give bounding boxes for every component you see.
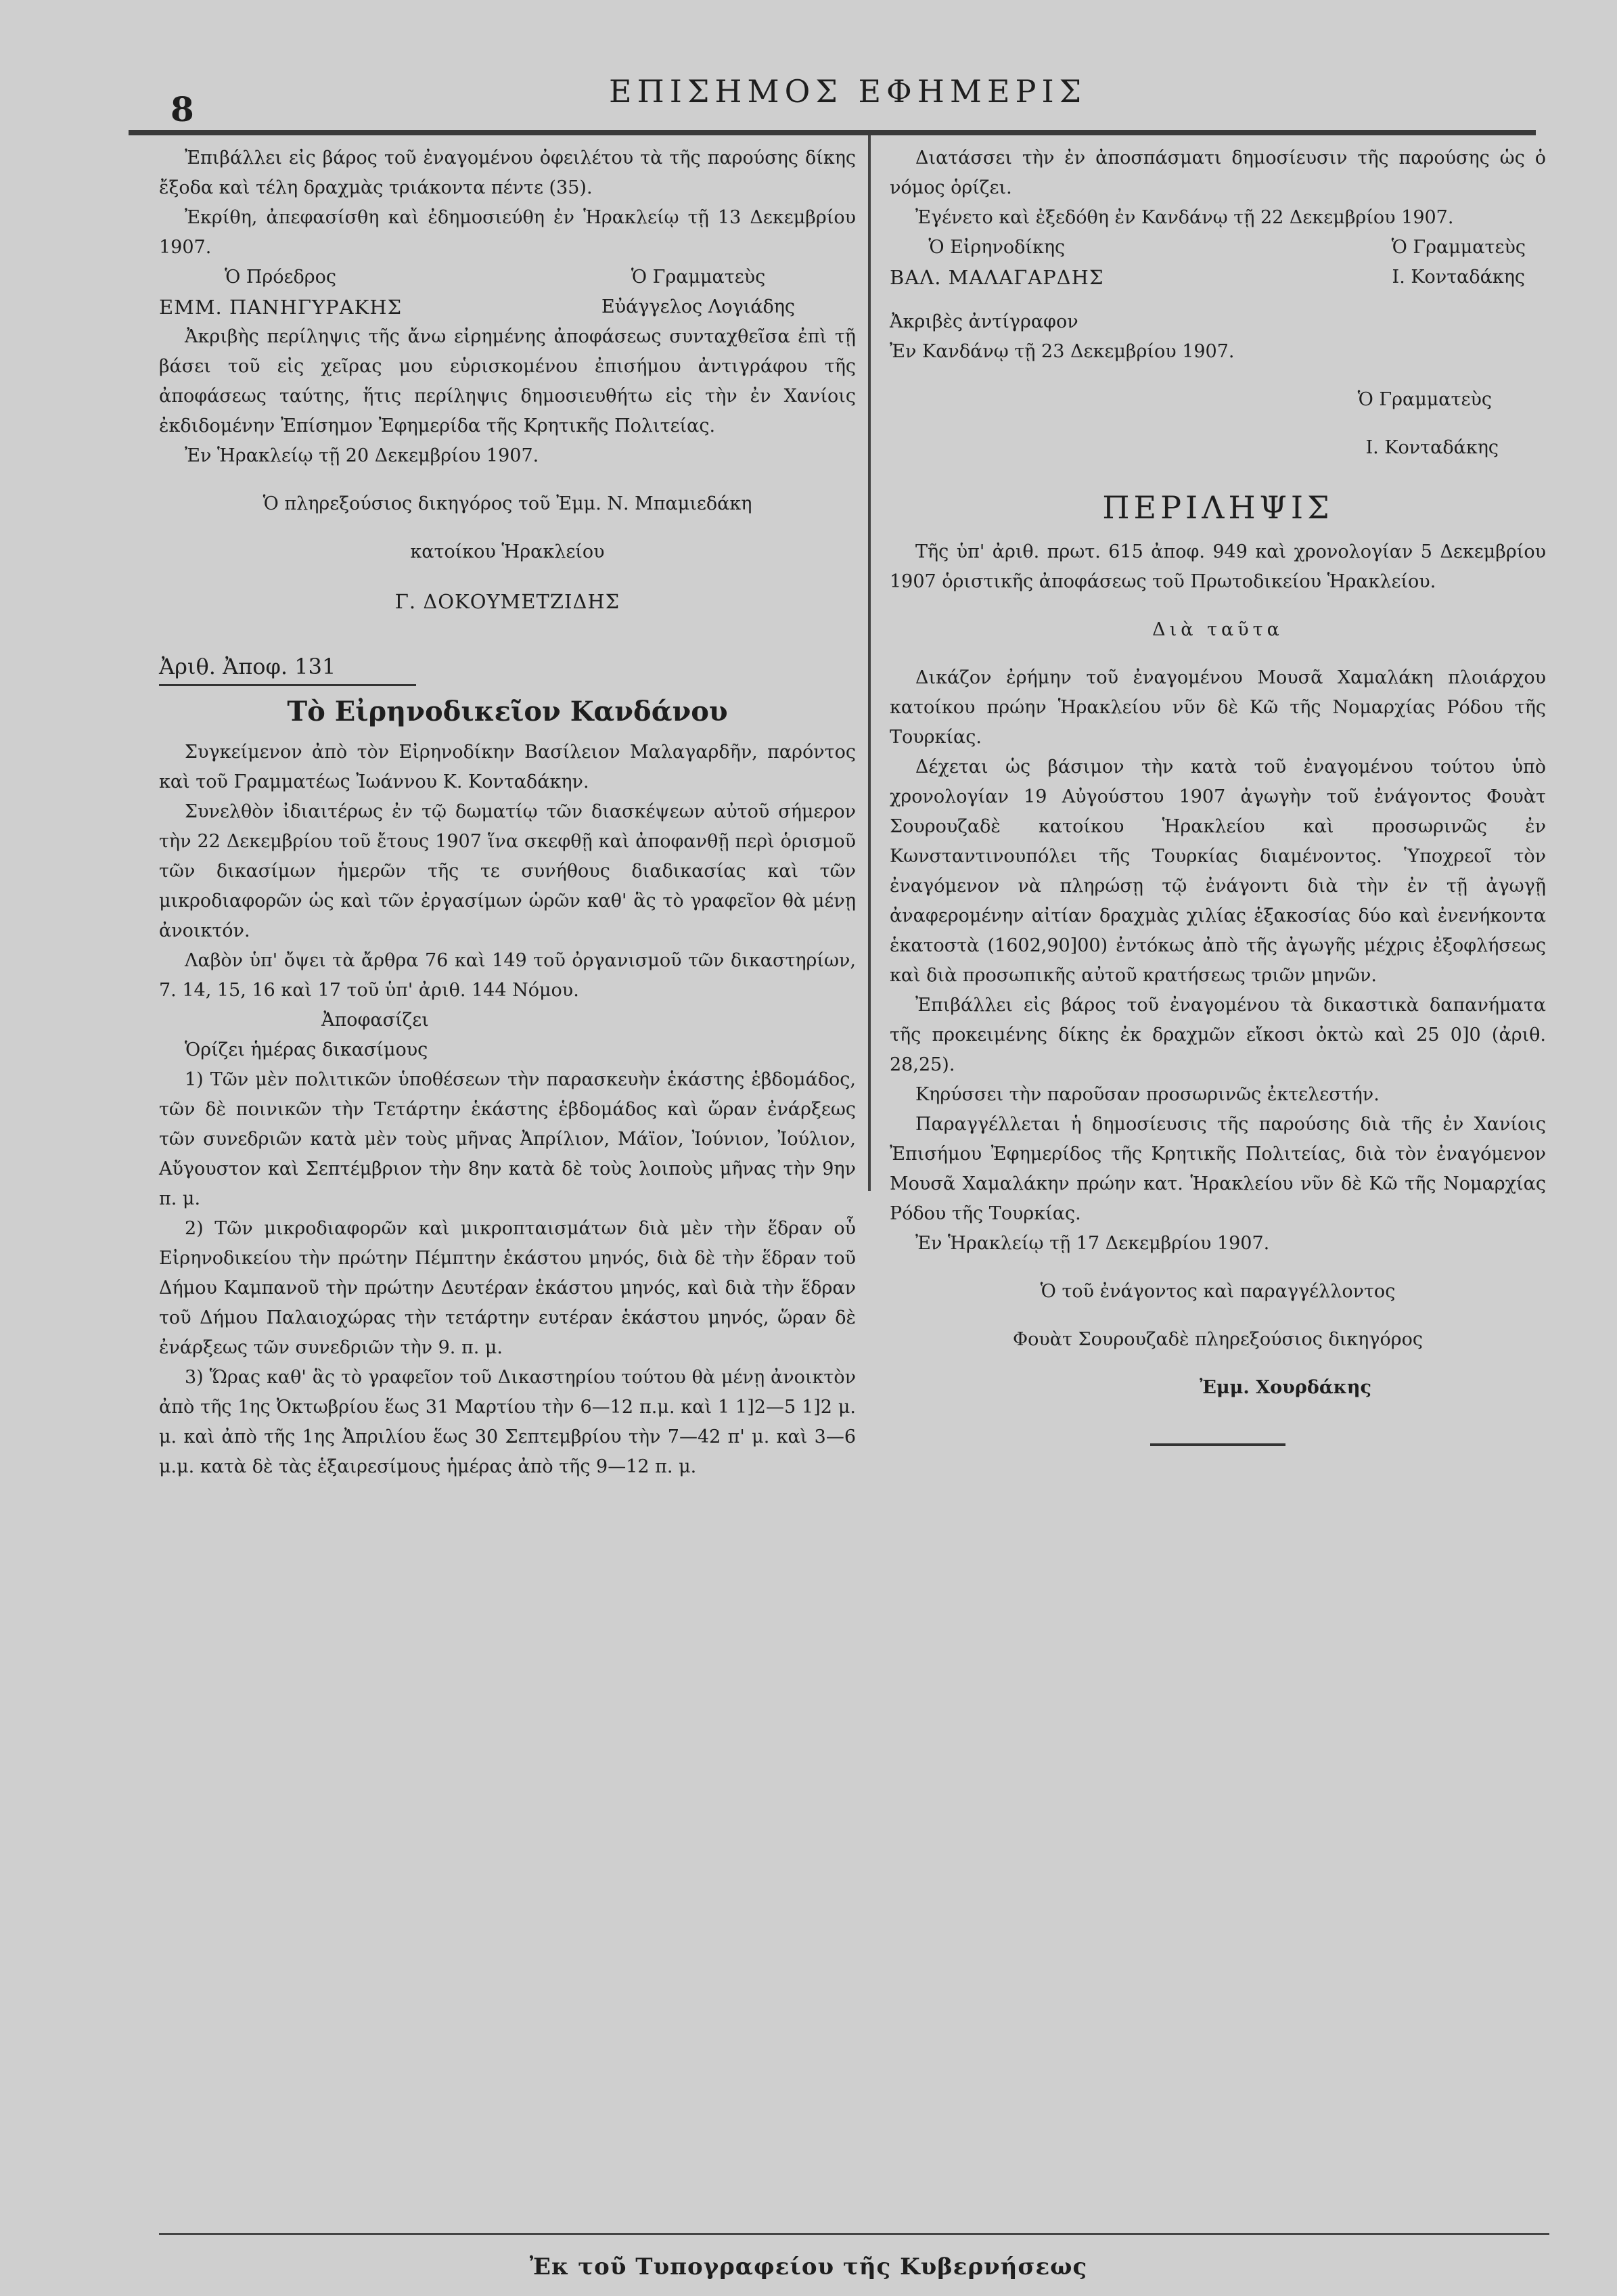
body-paragraph: Συνελθὸν ἰδιαιτέρως ἐν τῷ δωματίῳ τῶν διασκέψεων αὐτοῦ σήμερον τὴν 22 Δεκεμβρίου τοῦ ἔτους 1907 ἵνα σκεφθῇ καὶ ἀποφανθῇ περὶ ὁρισμοῦ τῶν δικασίμων ἡμερῶν τῆς τε συνήθους διαδικασίας καὶ τῶν μικροδιαφορῶν ὡς καὶ τῶν ἐργασίμων ὡρῶν καθ' ἃς τὸ γραφεῖον θὰ μένῃ ἀνοικτόν. xyxy=(159,801,856,941)
decides-heading: Ἀποφασίζει xyxy=(321,1010,429,1031)
right-paragraph: Διατάσσει τὴν ἐν ἀποσπάσματι δημοσίευσιν τῆς παρούσης ὡς ὁ νόμος ὁρίζει. xyxy=(890,148,1546,198)
left-signatures xyxy=(159,263,856,322)
left-paragraph: Ἐπιβάλλει εἰς βάρος τοῦ ἐναγομένου ὀφειλέτου τὰ τῆς παρούσης δίκης ἔξοδα καὶ τέλη δραχμὰς τριάκοντα πέντε (35). xyxy=(159,148,856,198)
signature-name: ΒΑΛ. ΜΑΛΑΓΑΡΔΗΣ xyxy=(890,266,1104,289)
lawyer-name: Ἐμμ. Χουρδάκης xyxy=(1200,1377,1371,1398)
copy-line: Ἀκριβὲς ἀντίγραφον xyxy=(890,311,1078,332)
item-paragraph: 3) Ὥρας καθ' ἃς τὸ γραφεῖον τοῦ Δικαστηρίου τούτου θὰ μένῃ ἀνοικτὸν ἀπὸ τῆς 1ης Ὀκτωβρίου ἕως 31 Μαρτίου τὴν 6—12 π.μ. καὶ 1 1]2—5 1]2 μ. μ. καὶ ἀπὸ τῆς 1ης Ἀπριλίου ἕως 30 Σεπτεμβρίου τὴν 7—42 π' μ. καὶ 3—6 μ.μ. κατὰ δὲ τὰς ἑξαιρεσίμους ἡμέρας ἀπὸ τῆς 9—12 π. μ. xyxy=(159,1367,856,1477)
signature-role: Ὁ Γραμματεὺς xyxy=(631,267,766,288)
page-number: 8 xyxy=(170,89,194,129)
signature-role: Ὁ Εἰρηνοδίκης xyxy=(928,237,1066,258)
masthead-title: ΕΠΙΣΗΜΟΣ ΕΦΗΜΕΡΙΣ xyxy=(609,73,1087,110)
header-rule xyxy=(129,130,1536,135)
footer-rule xyxy=(159,2233,1549,2235)
summary-paragraph: Δικάζον ἐρήμην τοῦ ἐναγομένου Μουσᾶ Χαμαλάκη πλοιάρχου κατοίκου πρώην Ἡρακλείου νῦν δὲ Κῶ τῆς Νομαρχίας Ρόδου τῆς Τουρκίας. xyxy=(890,667,1546,748)
signature-name: Εὐάγγελος Λογιάδης xyxy=(601,296,795,317)
copy-name: Ι. Κονταδάκης xyxy=(1365,437,1499,458)
summary-paragraph: Ἐπιβάλλει εἰς βάρος τοῦ ἐναγομένου τὰ δικαστικὰ δαπανήματα τῆς προκειμένης δίκης ἐκ δραχμῶν εἴκοσι ὀκτὼ καὶ 25 0]0 (ἀριθ. 28,25). xyxy=(890,995,1546,1075)
copy-date: Ἐν Ἡρακλείῳ τῇ 20 Δεκεμβρίου 1907. xyxy=(185,445,539,466)
signature-secretary xyxy=(1392,233,1546,292)
item-paragraph: 1) Τῶν μὲν πολιτικῶν ὑποθέσεων τὴν παρασκευὴν ἑκάστης ἑβδομάδος, τῶν δὲ ποινικῶν τὴν Τετάρτην ἑκάστης ἑβδομάδος καὶ ὥραν ἐνάρξεως τῶν συνεδριῶν κατὰ μὲν τοὺς μῆνας Ἀπρίλιον, Μάϊον, Ἰούνιον, Ἰούλιον, Αὔγουστον καὶ Σεπτέμβριον τὴν 8ην κατὰ δὲ τοὺς λοιποὺς μῆνας τὴν 9ην π. μ. xyxy=(159,1069,856,1209)
item-paragraph: 2) Τῶν μικροδιαφορῶν καὶ μικροπταισμάτων διὰ μὲν τὴν ἕδραν οὗ Εἰρηνοδικείου τὴν πρώτην Πέμπτην ἑκάστου μηνός, διὰ δὲ τὴν ἕδραν τοῦ Δήμου Καμπανοῦ τὴν πρώτην Δευτέραν ἑκάστου μηνός, καὶ διὰ τὴν ἕδραν τοῦ Δήμου Παλαιοχώρας τὴν τετάρτην ευτέραν ἑκάστου μηνός, ὥραν δὲ ἐνάρξεως τῶν συνεδριῶν τὴν 9. π. μ. xyxy=(159,1218,856,1358)
end-rule xyxy=(1150,1443,1285,1446)
lawyer-line: Φουὰτ Σουρουζαδὲ πληρεξούσιος δικηγόρος xyxy=(1013,1329,1423,1350)
column-divider xyxy=(868,135,871,1191)
signature-justice xyxy=(890,233,1103,292)
summary-title: ΠΕΡΙΛΗΨΙΣ xyxy=(1102,489,1334,526)
summary-date: Ἐν Ἡρακλείῳ τῇ 17 Δεκεμβρίου 1907. xyxy=(915,1233,1270,1254)
body-paragraph: Συγκείμενον ἀπὸ τὸν Εἰρηνοδίκην Βασίλειον Μαλαγαρδῆν, παρόντος καὶ τοῦ Γραμματέως Ἰωάννου Κ. Κονταδάκην. xyxy=(159,742,856,792)
for-these-reasons: Διὰ ταῦτα xyxy=(1152,619,1283,640)
summary-paragraph: Κηρύσσει τὴν παροῦσαν προσωρινῶς ἐκτελεστήν. xyxy=(915,1084,1380,1105)
body-paragraph: Λαβὸν ὑπ' ὄψει τὰ ἄρθρα 76 καὶ 149 τοῦ ὀργανισμοῦ τῶν δικαστηρίων, 7. 14, 15, 16 καὶ 17 τοῦ ὑπ' ἀριθ. 144 Νόμου. xyxy=(159,950,856,1001)
summary-paragraph: Δέχεται ὡς βάσιμον τὴν κατὰ τοῦ ἐναγομένου τούτου ὑπὸ χρονολογίαν 19 Αὐγούστου 1907 ἀγωγὴν τοῦ ἐνάγοντος Φουὰτ Σουρουζαδὲ κατοίκου Ἡρακλείου καὶ προσωρινῶς ἐν Κωνσταντινουπόλει τῆς Τουρκίας διαμένοντος. Ὑποχρεοῖ τὸν ἐναγόμενον νὰ πληρώσῃ τῷ ἐνάγοντι διὰ τὴν ἐν τῇ ἀγωγῇ ἀναφερομένην αἰτίαν δραχμὰς χιλίας ἑξακοσίας δύο καὶ ἐνενήκοντα ἑκατοστὰ (1602,90]00) ἐντόκως ἀπὸ τῆς ἀγωγῆς μέχρις ἐξοφλήσεως καὶ διὰ προσωπικῆς αὐτοῦ κρατήσεως τριῶν μηνῶν. xyxy=(890,757,1546,986)
right-signatures xyxy=(890,233,1546,292)
signature-role: Ὁ Πρόεδρος xyxy=(225,267,337,288)
signature-role: Ὁ Γραμματεὺς xyxy=(1391,237,1526,258)
signature-name: ΕΜΜ. ΠΑΝΗΓΥΡΑΚΗΣ xyxy=(159,296,403,319)
copy-line: Ἐν Κανδάνῳ τῇ 23 Δεκεμβρίου 1907. xyxy=(890,341,1235,362)
printer-footer: Ἐκ τοῦ Τυπογραφείου τῆς Κυβερνήσεως xyxy=(529,2253,1088,2280)
court-title: Τὸ Εἰρηνοδικεῖον Κανδάνου xyxy=(287,696,728,727)
lawyer-line: Ὁ τοῦ ἐνάγοντος καὶ παραγγέλλοντος xyxy=(1040,1281,1396,1302)
lawyer-line: κατοίκου Ἡρακλείου xyxy=(410,541,605,562)
left-paragraph: Ἐκρίθη, ἀπεφασίσθη καὶ ἐδημοσιεύθη ἐν Ἡρακλείῳ τῇ 13 Δεκεμβρίου 1907. xyxy=(159,207,856,258)
lawyer-name: Γ. ΔΟΚΟΥΜΕΤΖΙΔΗΣ xyxy=(394,590,620,613)
copy-role: Ὁ Γραμματεὺς xyxy=(1357,389,1492,410)
lawyer-line: Ὁ πληρεξούσιος δικηγόρος τοῦ Ἐμμ. Ν. Μπαμιεδάκη xyxy=(263,493,752,514)
signature-secretary xyxy=(601,263,856,322)
copy-paragraph: Ἀκριβὴς περίληψις τῆς ἄνω εἰρημένης ἀποφάσεως συνταχθεῖσα ἐπὶ τῇ βάσει τοῦ εἰς χεῖρας μου εὑρισκομένου ἐπισήμου ἀντιγράφου τῆς ἀποφάσεως ταύτης, ἥτις περίληψις δημοσιευθήτω εἰς τὴν ἐν Χανίοις ἐκδιδομένην Ἐπίσημον Ἐφημερίδα τῆς Κρητικῆς Πολιτείας. xyxy=(159,326,856,436)
summary-paragraph: Παραγγέλλεται ἡ δημοσίευσις τῆς παρούσης διὰ τῆς ἐν Χανίοις Ἐπισήμου Ἐφημερίδος τῆς Κρητικῆς Πολιτείας, διὰ τὸν ἐναγόμενον Μουσᾶ Χαμαλάκην πρώην κατ. Ἡρακλείου νῦν δὲ Κῶ τῆς Νομαρχίας Ρόδου τῆς Τουρκίας. xyxy=(890,1114,1546,1224)
decision-number: Ἀριθ. Ἀποφ. 131 xyxy=(159,652,416,686)
sets-days-line: Ὁρίζει ἡμέρας δικασίμους xyxy=(185,1039,428,1060)
signature-name: Ι. Κονταδάκης xyxy=(1392,267,1526,288)
left-column xyxy=(159,143,856,1482)
right-column xyxy=(890,143,1546,1446)
right-paragraph: Ἐγένετο καὶ ἐξεδόθη ἐν Κανδάνῳ τῇ 22 Δεκεμβρίου 1907. xyxy=(915,207,1454,228)
signature-president xyxy=(159,263,402,322)
summary-intro: Τῆς ὑπ' ἀριθ. πρωτ. 615 ἀποφ. 949 καὶ χρονολογίαν 5 Δεκεμβρίου 1907 ὁριστικῆς ἀποφάσεως τοῦ Πρωτοδικείου Ἡρακλείου. xyxy=(890,541,1546,592)
